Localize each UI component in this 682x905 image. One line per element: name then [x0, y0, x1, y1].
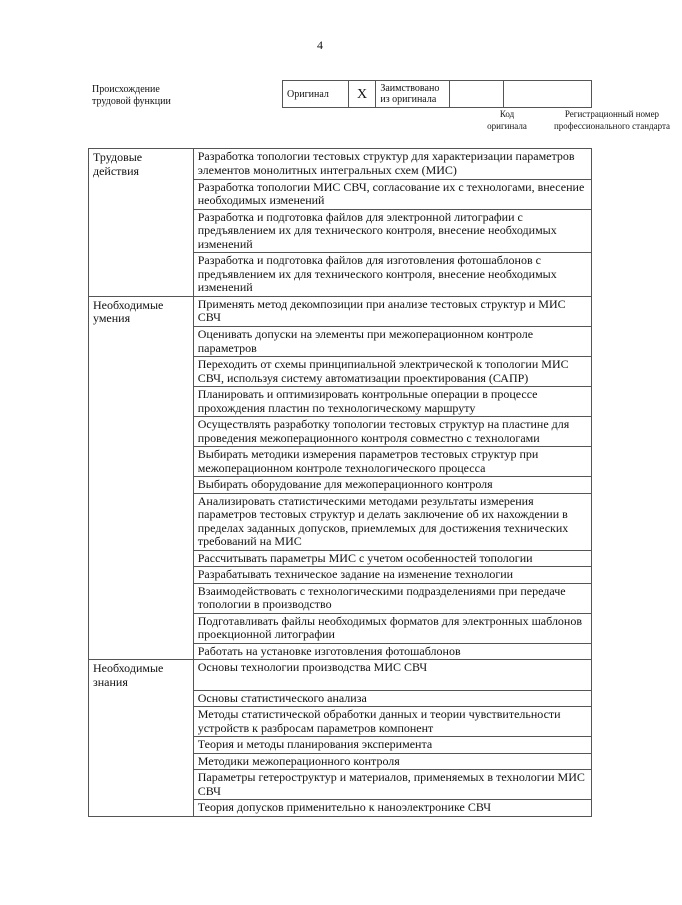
- origin-label: Происхождение трудовой функции: [92, 84, 171, 107]
- table-row: [89, 690, 592, 707]
- section-title-cell: [89, 660, 194, 691]
- section-title: Необходимые знания: [93, 661, 164, 689]
- regnum-cell: [504, 81, 592, 108]
- section-title-cell: [89, 253, 194, 297]
- section-item: Методы статистической обработки данных и теории чувствительности устройств к разбросам параметров компонент: [193, 707, 591, 737]
- section-item: Выбирать методики измерения параметров тестовых структур при межоперационном контроле технологического процесса: [193, 447, 591, 477]
- table-row: [89, 387, 592, 417]
- section-title-cell: [89, 447, 194, 477]
- section-title-cell: [89, 296, 194, 327]
- table-row: [89, 707, 592, 737]
- section-item: Основы технологии производства МИС СВЧ: [193, 660, 591, 691]
- section-item: Разработка и подготовка файлов для электронной литографии с предъявлением их для технического контроля, внесение необходимых изменений: [193, 209, 591, 253]
- section-item: Осуществлять разработку топологии тестовых структур на пластине для проведения межоперационного контроля совместно с технологами: [193, 417, 591, 447]
- section-title-cell: [89, 149, 194, 180]
- section-item: Разработка топологии тестовых структур для характеризации параметров элементов монолитных интегральных схем (МИС): [193, 149, 591, 180]
- table-row: [89, 550, 592, 567]
- table-row: [89, 770, 592, 800]
- section-title-cell: [89, 770, 194, 800]
- section-title-cell: [89, 493, 194, 550]
- section-title-cell: [89, 643, 194, 660]
- section-title: Трудовые действия: [93, 150, 143, 178]
- table-row: [89, 643, 592, 660]
- section-item: Параметры гетероструктур и материалов, применяемых в технологии МИС СВЧ: [193, 770, 591, 800]
- table-row: [89, 477, 592, 494]
- section-item: Взаимодействовать с технологическими подразделениями при передаче топологии в производство: [193, 583, 591, 613]
- original-cell: Оригинал: [283, 81, 349, 108]
- table-row: [89, 613, 592, 643]
- table-row: [89, 357, 592, 387]
- section-title-cell: [89, 707, 194, 737]
- table-row: [89, 209, 592, 253]
- table-row: [89, 660, 592, 691]
- origin-table: [282, 80, 592, 108]
- section-title-cell: [89, 209, 194, 253]
- table-row: [89, 737, 592, 754]
- code-cell: [449, 81, 503, 108]
- table-row: [89, 179, 592, 209]
- section-item: Переходить от схемы принципиальной электрической к топологии МИС СВЧ, используя систему автоматизации проектирования (САПР): [193, 357, 591, 387]
- table-row: [89, 296, 592, 327]
- section-title: Необходимые умения: [93, 297, 164, 325]
- section-item: Выбирать оборудование для межоперационного контроля: [193, 477, 591, 494]
- section-item: Разрабатывать техническое задание на изменение технологии: [193, 567, 591, 584]
- borrowed-cell: Заимствовано из оригинала: [376, 81, 450, 108]
- table-row: [89, 753, 592, 770]
- original-mark: X: [348, 81, 376, 108]
- section-item: Разработка топологии МИС СВЧ, согласование их с технологами, внесение необходимых изменений: [193, 179, 591, 209]
- section-title-cell: [89, 417, 194, 447]
- table-row: [89, 149, 592, 180]
- section-title-cell: [89, 477, 194, 494]
- section-item: Оценивать допуски на элементы при межоперационном контроле параметров: [193, 327, 591, 357]
- section-title-cell: [89, 583, 194, 613]
- section-item: Разработка и подготовка файлов для изготовления фотошаблонов с предъявлением их для технического контроля, внесение необходимых изменений: [193, 253, 591, 297]
- page-number: 4: [317, 38, 323, 52]
- section-item: Методики межоперационного контроля: [193, 753, 591, 770]
- table-row: [89, 447, 592, 477]
- section-item: Основы статистического анализа: [193, 690, 591, 707]
- section-title-cell: [89, 737, 194, 754]
- section-item: Рассчитывать параметры МИС с учетом особенностей топологии: [193, 550, 591, 567]
- table-row: [89, 417, 592, 447]
- section-title-cell: [89, 550, 194, 567]
- table-row: [89, 253, 592, 297]
- section-title-cell: [89, 179, 194, 209]
- section-item: Применять метод декомпозиции при анализе тестовых структур и МИС СВЧ: [193, 296, 591, 327]
- section-title-cell: [89, 690, 194, 707]
- section-title-cell: [89, 800, 194, 817]
- code-caption: Код оригинала: [487, 109, 527, 131]
- table-row: [89, 800, 592, 817]
- table-row: [89, 327, 592, 357]
- section-item: Анализировать статистическими методами результаты измерения параметров тестовых структур и делать заключение об их нахождении в пределах заданных допусков, приемлемых для достижения технических требований на МИС: [193, 493, 591, 550]
- section-title-cell: [89, 613, 194, 643]
- table-row: [89, 583, 592, 613]
- section-item: Подготавливать файлы необходимых форматов для электронных шаблонов проекционной литографии: [193, 613, 591, 643]
- section-item: Работать на установке изготовления фотошаблонов: [193, 643, 591, 660]
- origin-block: [92, 80, 671, 140]
- section-title-cell: [89, 387, 194, 417]
- section-item: Планировать и оптимизировать контрольные операции в процессе прохождения пластин по технологическому маршруту: [193, 387, 591, 417]
- section-title-cell: [89, 327, 194, 357]
- section-item: Теория и методы планирования эксперимента: [193, 737, 591, 754]
- table-row: [89, 567, 592, 584]
- section-title-cell: [89, 357, 194, 387]
- section-title-cell: [89, 567, 194, 584]
- section-item: Теория допусков применительно к наноэлектронике СВЧ: [193, 800, 591, 817]
- functions-table: [88, 148, 592, 817]
- reg-caption: Регистрационный номер профессионального стандарта: [553, 109, 671, 131]
- section-title-cell: [89, 753, 194, 770]
- table-row: [89, 493, 592, 550]
